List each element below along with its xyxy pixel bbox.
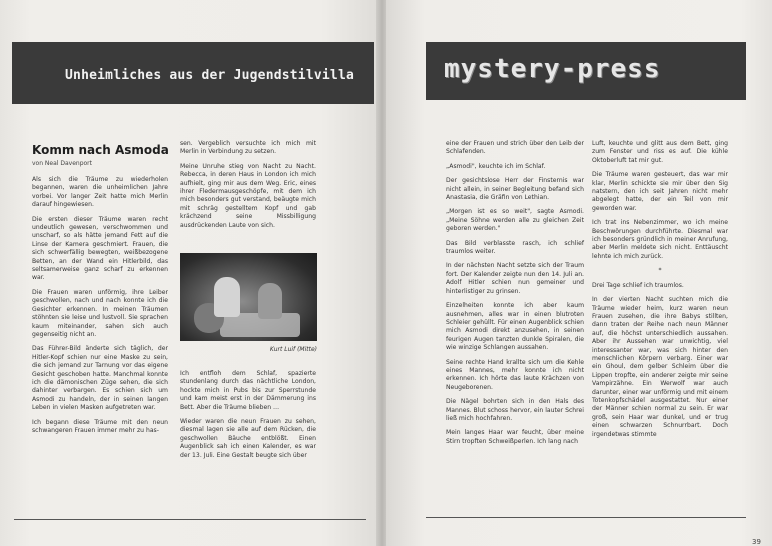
paragraph: Meine Unruhe stieg von Nacht zu Nacht. Rebecca, in deren Haus in London ich mich aufhielt, ging mir aus dem Weg. Eric, eines ihrer Fledermausgeschöpfe, mit dem ich mich besonders gut verstand, beäugte mich mit schräg gestelltem Kopf und gab krächzend seine Missbilligung ausdrückenden Laute von sich. xyxy=(180,162,316,229)
paragraph: Seine rechte Hand krallte sich um die Kehle eines Mannes, mehr konnte ich nicht erkennen. Ich hörte das laute Krächzen von Neugeborenen. xyxy=(446,358,584,391)
article-title: Komm nach Asmoda xyxy=(32,143,169,157)
left-page xyxy=(0,0,378,546)
text-column-2-lower xyxy=(180,370,316,466)
paragraph: Einzelheiten konnte ich aber kaum ausnehmen, alles war in einen blutroten Schleier gehüllt. Für einen Augenblick schien mich Asmodi direkt anzusehen, in seinen feurigen Augen tanzten dunkle Spiralen, die wie winzige Schlangen aussahen. xyxy=(446,302,584,352)
paragraph: Die Träume waren gesteuert, das war mir klar, Merlin schickte sie mir über den Sig natstern, den ich seit Jahren nicht mehr abgelegt hatte, der ein Teil von mir geworden war. xyxy=(592,171,728,212)
section-header-band xyxy=(12,42,374,104)
paragraph: Als sich die Träume zu wiederholen begannen, waren die unheimlichen Jahre vorbei. Vor langer Zeit hatte mich Merlin darauf hingewiesen. xyxy=(32,176,168,209)
paragraph: In der nächsten Nacht setzte sich der Traum fort. Der Kalender zeigte nun den 14. Juli an. Adolf Hitler schien nun gemeiner und hinterlistiger zu grinsen. xyxy=(446,262,584,295)
paragraph: Ich entfloh dem Schlaf, spazierte stundenlang durch das nächtliche London, hockte mich in Pubs bis zur Sperrstunde und kam meist erst in der Dämmerung ins Bett. Aber die Träume blieben … xyxy=(180,370,316,411)
paragraph: Mein langes Haar war feucht, über meine Stirn tropften Schweißperlen. Ich lang nach xyxy=(446,429,584,445)
paragraph: Die Frauen waren unförmig, ihre Leiber geschwollen, nach und nach konnte ich die Gesichter erkennen. In meinen Träumen stöhnten sie leise und lustvoll. Sie sprachen kaum miteinander, sahen sich auch gegenseitig nicht an. xyxy=(32,288,168,338)
text-column-3 xyxy=(446,140,584,452)
caption-suffix: (Mitte) xyxy=(295,346,317,353)
paragraph: sen. Vergeblich versuchte ich mich mit Merlin in Verbindung zu setzen. xyxy=(180,140,316,156)
paragraph: Die Nägel bohrten sich in den Hals des Mannes. Blut schoss hervor, ein lauter Schrei ließ mich hochfahren. xyxy=(446,398,584,422)
paragraph: Luft, keuchte und glitt aus dem Bett, ging zum Fenster und riss es auf. Die kühle Oktoberluft tat mir gut. xyxy=(592,140,728,164)
text-column-4 xyxy=(592,140,728,445)
paragraph: Das Führer-Bild änderte sich täglich, der Hitler-Kopf schien nur eine Maske zu sein, die sich jemand zur Tarnung vor das eigene Gesicht geschoben hatte. Manchmal konnte ich die dämonischen Züge sehen, die sich dahinter verbargen. Es schien sich um Asmodi zu handeln, der in seinen langen Leben in vielen Masken aufgetreten war. xyxy=(32,345,168,412)
paragraph: Ich begann diese Träume mit den neun schwangeren Frauen immer mehr zu has- xyxy=(32,418,168,434)
caption-name: Kurt Luif xyxy=(269,346,296,353)
paragraph: Wieder waren die neun Frauen zu sehen, diesmal lagen sie alle auf dem Rücken, die geschwollen Bäuche entblößt. Einen Augenblick sah ich einen Kalender, es war der 13. Juli. Eine Gestalt beugte sich über xyxy=(180,418,316,459)
footer-rule xyxy=(426,517,746,518)
section-title: Unheimliches aus der Jugendstilvilla xyxy=(65,68,354,83)
paragraph: Die ersten dieser Träume waren recht undeutlich gewesen, verschwommen und unscharf, so als hätte jemand Fett auf die Linse der Kamera geschmiert. Frauen, die sich schwerfällig bewegten, weißbezogene Betten, an der Wand ein Hitlerbild, das seltsamerweise ganz scharf zu erkennen war. xyxy=(32,215,168,282)
photo-caption xyxy=(180,346,317,353)
page-number: 39 xyxy=(752,538,761,546)
byline: von Neal Davenport xyxy=(32,160,93,167)
photo-person-shape xyxy=(214,277,240,317)
paragraph: Der gesichtslose Herr der Finsternis war nicht allein, in seiner Begleitung befand sich Anastasia, die Gräfin von Lethian. xyxy=(446,177,584,202)
paragraph: Das Bild verblasste rasch, ich schlief traumlos weiter. xyxy=(446,239,584,256)
paragraph: „Asmodi", keuchte ich im Schlaf. xyxy=(446,162,546,170)
text-column-1 xyxy=(32,176,168,441)
paragraph: Drei Tage schlief ich traumlos. xyxy=(592,281,684,289)
logo-header-band xyxy=(426,42,746,100)
paragraph: eine der Frauen und strich über den Leib der Schlafenden. xyxy=(446,140,584,156)
section-break-star: * xyxy=(658,267,662,275)
paragraph: Ich trat ins Nebenzimmer, wo ich meine Beschwörungen durchführte. Diesmal war ich besonders gründlich in meiner Anrufung, aber Merlin meldete sich nicht. Enttäuscht lehnte ich mich zurück. xyxy=(592,219,728,260)
paragraph: In der vierten Nacht suchten mich die Träume wieder heim, kurz waren neun Frauen zusehen, die ihre Babys stillten, dann traten der Reihe nach neun Männer auf, die höchst unterschiedlich aussahen. Aber ihr Aussehen war unwichtig, viel interessanter war, was sich hinter den menschlichen Körpern verbarg. Einer war ein Ghoul, dem gelber Schleim über die Lippen tropfte, ein anderer zeigte mir seine Vampirzähne. Ein Werwolf war auch darunter, einer war unförmig und mit einem Totenkopfschädel ausgestattet. Nur einer der Männer schien normal zu sein. Er war groß, sein Haar war dunkel, und er trug einen schwarzen Schnurrbart. Doch irgendetwas stimmte xyxy=(592,296,728,438)
footer-rule xyxy=(14,519,366,520)
photo-person-shape xyxy=(258,283,282,319)
author-photo xyxy=(180,253,317,341)
mystery-press-logo: mystery-press xyxy=(444,54,661,84)
paragraph: „Morgen ist es so weit", sagte Asmodi. „Meine Söhne werden alle zu gleichen Zeit geboren werden." xyxy=(446,208,584,233)
text-column-2 xyxy=(180,140,316,236)
